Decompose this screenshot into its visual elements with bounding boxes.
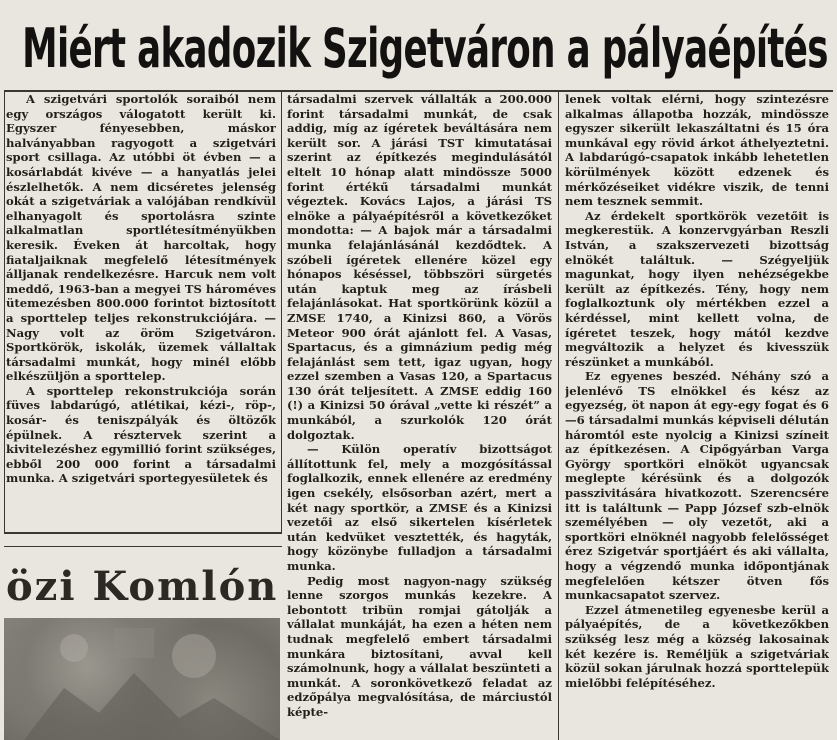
column-2-paragraph: — Külön operatív bizottságot állítottunk fel, mely a mozgósítással foglalkozik, ennek ellenére az eredmény igen csekély, elsősorban azért, mert a két nagy sportkör, a ZMSE és a Kinizsi vezetői az első sikertelen kísérletek után kedvüket vesztették, és hagyták, hogy közönybe fulladjon a társadalmi munka. [287,442,552,573]
article-column-3 [565,92,829,738]
column-2-paragraph: Pedig most nagyon-nagy szükség lenne szorgos munkás kezekre. A lebontott tribün romjai gátolják a vállalat munkáját, ha ezen a héten nem tudnak megfelelő embert társadalmi munkára biztosítani, avval kell számolnunk, hogy a vállalat beszünteti a munkát. A soronkövetkező feladat az edzőpálya megvalósítása, de márciustól képte- [287,573,552,719]
column-divider-1 [281,92,282,532]
news-photo [4,618,280,740]
column-1-paragraph: A szigetvári sportolók soraiból nem egy országos válogatott került ki. Egyszer fényesebben, máskor halványabban ragyogott a szigetvári sport csillaga. Az utóbbi öt évben — a kosárlabdát kivéve — a hanyatlás jelei észlelhetők. A nem dicséretes jelenség okát a szigetváriak a valójában rendkívül elhanyagolt és sportolásra szinte alkalmatlan sportlétesítményükben keresik. Éveken át harcoltak, hogy fiataljaiknak megfelelő létesítmények álljanak rendelkezésre. Harcuk nem volt meddő, 1963-ban a megyei TS hároméves ütemezésben 800.000 forintot biztosított a sporttelep teljes rekonstrukciójára. — Nagy volt az öröm Szigetváron. Sportkörök, iskolák, üzemek vállaltak társadalmi munkát, hogy minél előbb elkészüljön a sporttelep. [6,92,276,384]
column-3-paragraph: Ez egyenes beszéd. Néhány szó a jelenlévő TS elnökkel és kész az egyezség, öt napon át egy-egy fogat és 6—6 társadalmi munkás képviseli délután háromtól este nyolcig a Kinizsi színeit az építkezésen. A Cipőgyárban Varga György sportköri elnököt ugyancsak meglepte kérésünk és a dolgozók passzivitására hivatkozott. Szerencsére itt is találtunk — Papp József szb-elnök személyében — oly vezetőt, aki a sportköri elnöknél nagyobb felelősséget érez Szigetvár sportjáért és aki vállalta, hogy a végzendő munka időpontjának megfelelően kétszer ötven fős munkacsapatot szervez. [565,369,829,603]
column-3-paragraph: lenek voltak elérni, hogy szintezésre alkalmas állapotba hozzák, mindössze egyszer sikerült lekaszáltatni és 15 óra munkával egy rövid árkot áthelyeztetni. A labdarúgó-csapatok inkább lehetetlen körülmények között edzenek és mérkőzéseiket vidékre viszik, de tenni nem tesznek semmit. [565,92,829,209]
article-bottom-rule [4,532,282,534]
other-article-headline: özi Komlón [6,563,279,610]
column-divider-2 [558,92,559,740]
article-headline: Miért akadozik Szigetváron a pályaépítés [22,16,828,80]
column-divider-left-edge [4,92,5,532]
column-1-paragraph: A sporttelep rekonstrukciója során füves labdarúgó, atlétikai, kézi-, röp-, kosár- és teniszpályák és öltözők épülnek. A résztervek szerint a kivitelezéshez egymillió forint szükséges, ebből 200 000 forint a társadalmi munka. A szigetvári sportegyesületek és [6,383,276,486]
section-divider-rule [4,546,282,547]
article-column-1 [6,92,276,524]
article-column-2 [287,92,552,738]
photo-texture [4,618,280,740]
column-3-paragraph: Az érdekelt sportkörök vezetőit is megkerestük. A konzervgyárban Reszli István, a szakszervezeti bizottság elnökét találtuk. — Szégyeljük magunkat, hogy ilyen nehézségekbe került az építkezés. Tény, hogy nem foglalkoztunk oly mértékben ezzel a kérdéssel, mint kellett volna, de ígéretet teszek, hogy mától kezdve megváltozik a helyzet és kivesszük részünket a munkából. [565,208,829,369]
column-3-paragraph: Ezzel átmenetileg egyenesbe kerül a pályaépítés, de a következőkben szükség lesz még a község lakosainak két kezére is. Reméljük a szigetváriak közül sokan járulnak hozzá sporttelepük mielőbbi felépítéséhez. [565,602,829,690]
column-2-paragraph: társadalmi szervek vállalták a 200.000 forint társadalmi munkát, de csak addig, míg az ígéretek beváltására nem került sor. A járási TST kimutatásai szerint az építkezés megindulásától eltelt 10 hónap alatt mindössze 5000 forint értékű társadalmi munkát végeztek. Kovács Lajos, a járási TS elnöke a pályaépítésről a következőket mondotta: — A bajok már a társadalmi munka felajánlásánál kezdődtek. A szóbeli ígéretek ellenére közel egy hónapos késéssel, többszöri sürgetés után kaptuk meg az írásbeli felajánlásokat. Hat sportkörünk közül a ZMSE 1740, a Kinizsi 860, a Vörös Meteor 900 órát ajánlott fel. A Vasas, Spartacus, és a gimnázium pedig még felajánlást sem tett, igaz ugyan, hogy ezzel szemben a Vasas 120, a Spartacus 130 órát teljesített. A ZMSE eddig 160 (!) a Kinizsi 50 órával „vette ki részét” a munkából, a szurkolók 120 órát dolgoztak. [287,92,552,442]
